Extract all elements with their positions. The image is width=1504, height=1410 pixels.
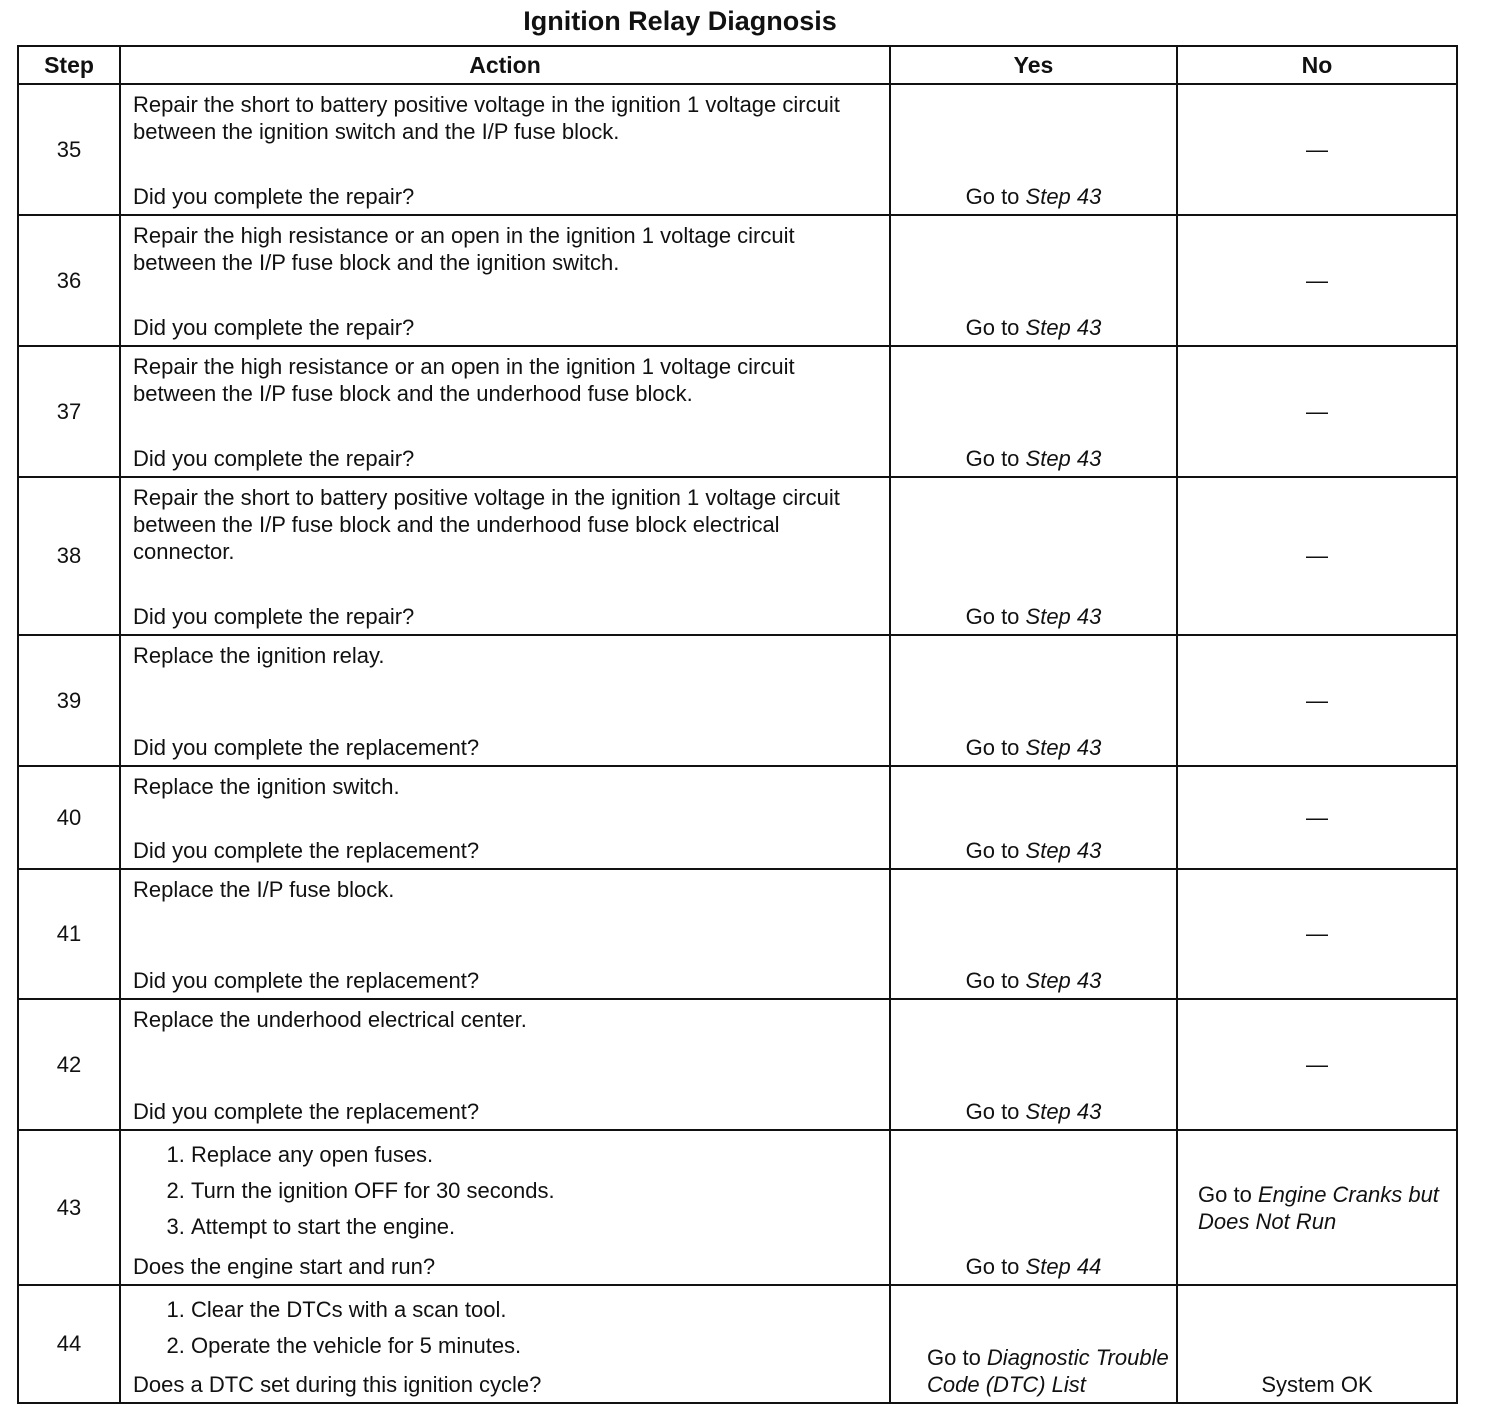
yes-link: Step 43: [1025, 1099, 1102, 1124]
yes-result: Go to Step 43: [965, 446, 1102, 471]
step-number: 43: [18, 1130, 120, 1285]
action-question: Did you complete the replacement?: [133, 1099, 480, 1124]
step-number: 38: [18, 477, 120, 635]
action-question: Did you complete the replacement?: [133, 735, 480, 760]
yes-cell: [890, 477, 1177, 635]
table-row: [18, 1285, 1457, 1403]
action-cell: [120, 999, 890, 1130]
header-action: Action: [120, 46, 890, 84]
no-cell: —: [1177, 766, 1457, 869]
no-cell: System OK: [1177, 1285, 1457, 1403]
yes-link: Step 43: [1025, 604, 1102, 629]
no-cell: —: [1177, 869, 1457, 999]
action-cell: [120, 869, 890, 999]
action-step: 3. Attempt to start the engine.: [191, 1209, 877, 1245]
step-number: 39: [18, 635, 120, 766]
yes-result: Go to Step 43: [965, 315, 1102, 340]
table-header-row: [18, 46, 1457, 84]
action-question: Did you complete the repair?: [133, 184, 415, 209]
yes-result: Go to Step 44: [965, 1254, 1102, 1279]
yes-cell: [890, 346, 1177, 477]
no-cell: Go to Engine Cranks but Does Not Run: [1177, 1130, 1457, 1285]
yes-cell: [890, 999, 1177, 1130]
no-cell: —: [1177, 635, 1457, 766]
action-text: Repair the high resistance or an open in the ignition 1 voltage circuit between the I/P fuse block and the underhood fuse block.: [133, 354, 795, 406]
yes-link: Diagnostic Trouble Code (DTC) List: [927, 1345, 1169, 1397]
action-step: 2. Operate the vehicle for 5 minutes.: [191, 1328, 877, 1364]
table-row: [18, 477, 1457, 635]
yes-link: Step 43: [1025, 735, 1102, 760]
action-text: Replace the I/P fuse block.: [133, 877, 395, 902]
step-number: 36: [18, 215, 120, 346]
action-cell: [120, 84, 890, 215]
action-text: Repair the high resistance or an open in the ignition 1 voltage circuit between the I/P fuse block and the ignition switch.: [133, 223, 795, 275]
action-cell: [120, 1130, 890, 1285]
action-step: 1. Replace any open fuses.: [191, 1137, 877, 1173]
action-cell: [120, 477, 890, 635]
yes-result: Go to Diagnostic Trouble Code (DTC) List: [927, 1345, 1169, 1397]
yes-cell: [890, 215, 1177, 346]
header-yes: Yes: [890, 46, 1177, 84]
yes-link: Step 44: [1025, 1254, 1102, 1279]
action-steps: [133, 1292, 877, 1364]
action-question: Did you complete the repair?: [133, 446, 415, 471]
no-cell: —: [1177, 346, 1457, 477]
table-row: [18, 869, 1457, 999]
step-number: 44: [18, 1285, 120, 1403]
table-row: [18, 1130, 1457, 1285]
action-text: Repair the short to battery positive voltage in the ignition 1 voltage circuit between the I/P fuse block and the underhood fuse block electrical connector.: [133, 485, 840, 564]
diagnosis-table: [17, 45, 1458, 1404]
step-number: 35: [18, 84, 120, 215]
yes-link: Step 43: [1025, 446, 1102, 471]
yes-link: Step 43: [1025, 315, 1102, 340]
yes-result: Go to Step 43: [965, 735, 1102, 760]
yes-link: Step 43: [1025, 968, 1102, 993]
yes-cell: [890, 1130, 1177, 1285]
yes-cell: [890, 635, 1177, 766]
action-text: Replace the ignition switch.: [133, 774, 400, 799]
yes-cell: [890, 1285, 1177, 1403]
action-cell: [120, 635, 890, 766]
table-row: [18, 346, 1457, 477]
header-no: No: [1177, 46, 1457, 84]
yes-cell: [890, 869, 1177, 999]
step-number: 41: [18, 869, 120, 999]
no-cell: —: [1177, 477, 1457, 635]
yes-cell: [890, 766, 1177, 869]
yes-result: Go to Step 43: [965, 1099, 1102, 1124]
no-cell: —: [1177, 84, 1457, 215]
table-row: [18, 635, 1457, 766]
table-row: [18, 84, 1457, 215]
yes-result: Go to Step 43: [965, 838, 1102, 863]
table-row: [18, 999, 1457, 1130]
action-text: Replace the underhood electrical center.: [133, 1007, 527, 1032]
yes-link: Step 43: [1025, 838, 1102, 863]
action-cell: [120, 346, 890, 477]
action-question: Did you complete the repair?: [133, 315, 415, 340]
action-cell: [120, 1285, 890, 1403]
no-link: Engine Cranks but Does Not Run: [1198, 1181, 1439, 1234]
step-number: 40: [18, 766, 120, 869]
page-title: Ignition Relay Diagnosis: [523, 6, 837, 36]
table-row: [18, 215, 1457, 346]
step-number: 37: [18, 346, 120, 477]
action-step: 2. Turn the ignition OFF for 30 seconds.: [191, 1173, 877, 1209]
action-step: 1. Clear the DTCs with a scan tool.: [191, 1292, 877, 1328]
yes-link: Step 43: [1025, 184, 1102, 209]
action-question: Does a DTC set during this ignition cycle?: [133, 1372, 542, 1397]
step-number: 42: [18, 999, 120, 1130]
action-cell: [120, 215, 890, 346]
no-cell: —: [1177, 215, 1457, 346]
yes-cell: [890, 84, 1177, 215]
yes-result: Go to Step 43: [965, 184, 1102, 209]
no-cell: —: [1177, 999, 1457, 1130]
action-cell: [120, 766, 890, 869]
action-steps: [133, 1137, 877, 1245]
action-text: Repair the short to battery positive voltage in the ignition 1 voltage circuit between the ignition switch and the I/P fuse block.: [133, 92, 840, 144]
yes-result: Go to Step 43: [965, 968, 1102, 993]
action-text: Replace the ignition relay.: [133, 643, 385, 668]
table-row: [18, 766, 1457, 869]
yes-result: Go to Step 43: [965, 604, 1102, 629]
action-question: Did you complete the repair?: [133, 604, 415, 629]
action-question: Does the engine start and run?: [133, 1254, 436, 1279]
header-step: Step: [18, 46, 120, 84]
action-question: Did you complete the replacement?: [133, 968, 480, 993]
action-question: Did you complete the replacement?: [133, 838, 480, 863]
